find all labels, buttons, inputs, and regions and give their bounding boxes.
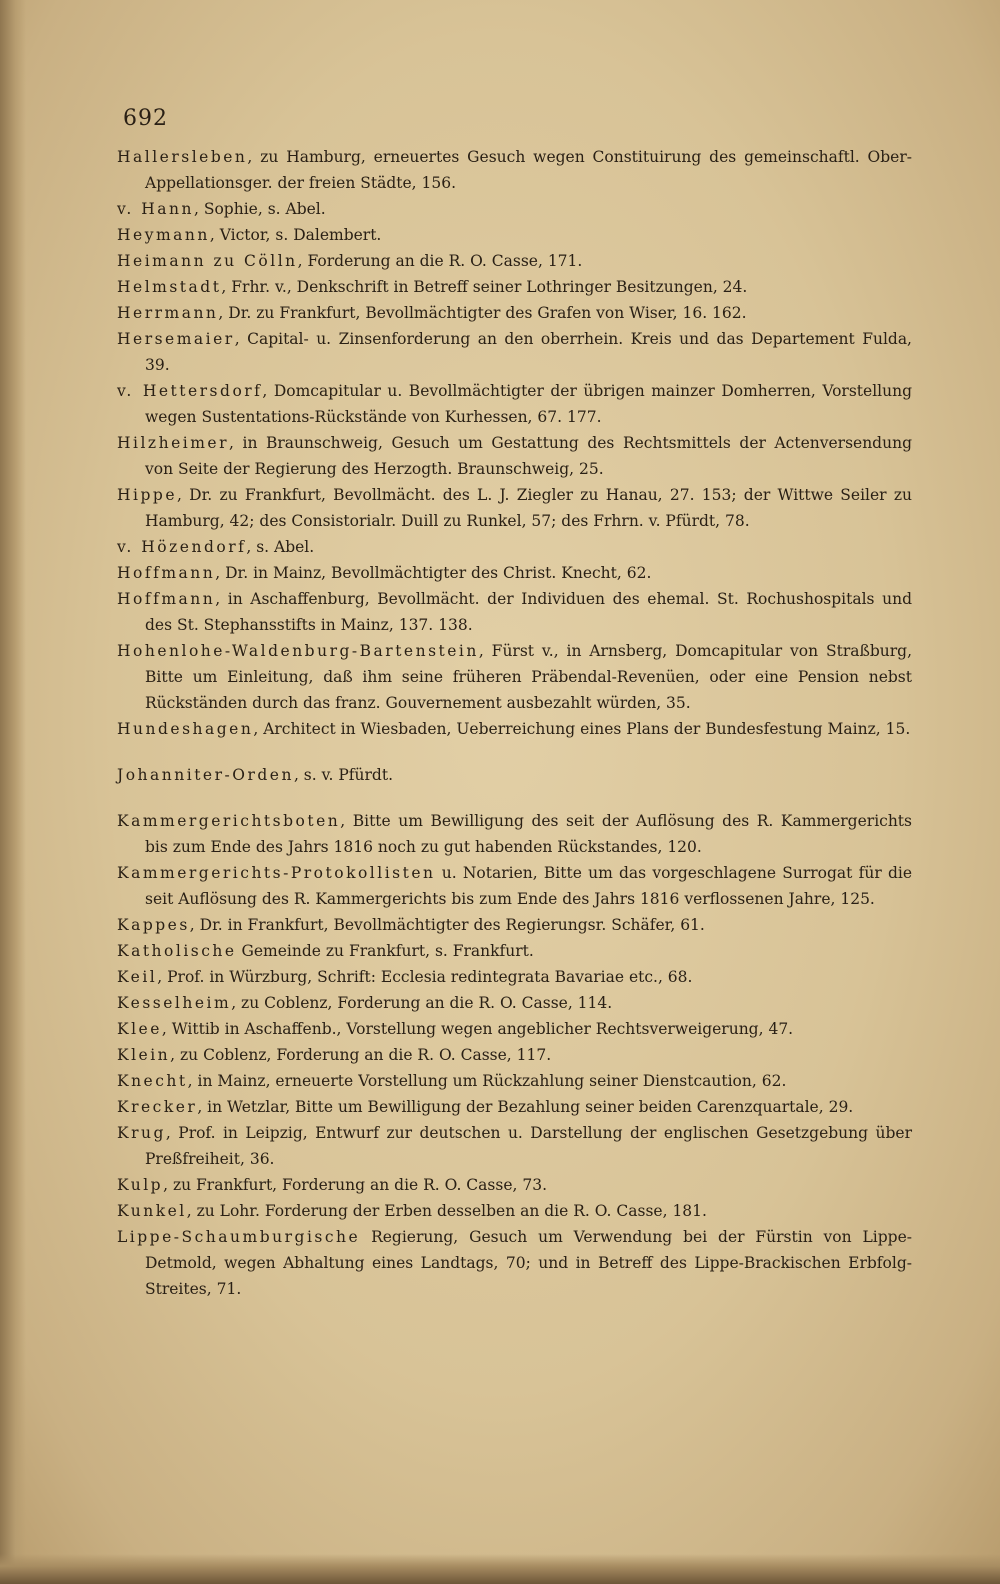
index-entry-heading: Kulp: [117, 1176, 164, 1194]
index-entry: [117, 196, 912, 222]
index-entry-text: , Dr. zu Frankfurt, Bevollmächt. des L. J. Ziegler zu Hanau, 27. 153; der Wittwe Seiler zu Hamburg, 42; des Consistorialr. Duill zu Runkel, 57; des Frhrn. v. Pfürdt, 78.: [145, 486, 912, 530]
index-entry-text: , in Braunschweig, Gesuch um Gestattung des Rechtsmittels der Actenversendung von Seite der Regierung des Herzogth. Braunschweig, 25.: [145, 434, 912, 478]
index-entry: [117, 1120, 912, 1172]
index-text-block: [117, 104, 912, 1302]
index-entry-heading: v. Hettersdorf: [117, 382, 263, 400]
index-entry-heading: Hundeshagen: [117, 720, 254, 738]
index-entry-heading: Katholische: [117, 942, 237, 960]
index-entry: [117, 716, 912, 742]
index-entry: [117, 912, 912, 938]
index-entry: [117, 762, 912, 788]
index-entry-text: , zu Hamburg, erneuertes Gesuch wegen Constituirung des gemeinschaftl. Ober-Appellationsger. der freien Städte, 156.: [145, 148, 912, 192]
index-entry-heading: Heymann: [117, 226, 210, 244]
index-entry-heading: v. Hann: [117, 200, 194, 218]
index-entry: [117, 586, 912, 638]
index-entry-heading: Kunkel: [117, 1202, 187, 1220]
index-entry-heading: Keil: [117, 968, 158, 986]
index-section-l: [117, 1224, 912, 1302]
index-entry: [117, 1172, 912, 1198]
index-entry-heading: Hoffmann: [117, 590, 216, 608]
index-entry-text: , Fürst v., in Arnsberg, Domcapitular von Straßburg, Bitte um Einleitung, daß ihm seine früheren Präbendal-Revenüen, oder eine Pension nebst Rückständen durch das franz. Gouvernement ausbezahlt würden, 35.: [145, 642, 912, 712]
index-entry-text: , Prof. in Würzburg, Schrift: Ecclesia redintegrata Bavariae etc., 68.: [157, 968, 693, 986]
index-entry-text: , Victor, s. Dalembert.: [209, 226, 382, 244]
index-entry: [117, 534, 912, 560]
index-entry-heading: Heimann zu Cölln: [117, 252, 298, 270]
index-entry-heading: Johanniter-Orden: [117, 766, 294, 784]
index-entry-text: , s. Abel.: [246, 538, 315, 556]
index-entry: [117, 1198, 912, 1224]
index-entry: [117, 1042, 912, 1068]
index-entry: [117, 1094, 912, 1120]
index-entry-text: , Sophie, s. Abel.: [194, 200, 326, 218]
index-section-h: [117, 144, 912, 742]
index-entry-heading: Kammergerichtsboten: [117, 812, 341, 830]
index-entry-text: , Frhr. v., Denkschrift in Betreff seiner Lothringer Besitzungen, 24.: [221, 278, 748, 296]
index-entry-text: , Forderung an die R. O. Casse, 171.: [297, 252, 583, 270]
index-entry: [117, 990, 912, 1016]
index-entry-text: , zu Coblenz, Forderung an die R. O. Casse, 114.: [231, 994, 613, 1012]
index-entry-heading: Hoffmann: [117, 564, 216, 582]
index-entry-text: u. Notarien, Bitte um das vorgeschlagene Surrogat für die seit Auflösung des R. Kammergerichts bis zum Ende des Jahrs 1816 verflossenen Jahre, 125.: [145, 864, 912, 908]
index-entry-text: , Dr. in Frankfurt, Bevollmächtigter des Regierungsr. Schäfer, 61.: [189, 916, 705, 934]
index-entry: [117, 560, 912, 586]
index-entry-text: , in Mainz, erneuerte Vorstellung um Rückzahlung seiner Dienstcaution, 62.: [187, 1072, 787, 1090]
index-entry-text: , Wittib in Aschaffenb., Vorstellung wegen angeblicher Rechtsverweigerung, 47.: [161, 1020, 794, 1038]
index-entry-text: , in Aschaffenburg, Bevollmächt. der Individuen des ehemal. St. Rochushospitals und des St. Stephansstifts in Mainz, 137. 138.: [145, 590, 912, 634]
index-section-j: [117, 762, 912, 788]
index-entry-text: , Dr. zu Frankfurt, Bevollmächtigter des Grafen von Wiser, 16. 162.: [218, 304, 747, 322]
index-entry-heading: Hilzheimer: [117, 434, 229, 452]
index-entry: [117, 248, 912, 274]
index-entry: [117, 482, 912, 534]
index-entry: [117, 964, 912, 990]
index-entry-heading: Hohenlohe-Waldenburg-Bartenstein: [117, 642, 479, 660]
index-entry: [117, 378, 912, 430]
index-entry-text: , Bitte um Bewilligung des seit der Auflösung des R. Kammergerichts bis zum Ende des Jahrs 1816 noch zu gut habenden Rückstandes, 120.: [145, 812, 912, 856]
index-entry: [117, 808, 912, 860]
index-entry-heading: Herrmann: [117, 304, 219, 322]
index-entry-text: , Prof. in Leipzig, Entwurf zur deutschen u. Darstellung der englischen Gesetzgebung über Preßfreiheit, 36.: [145, 1124, 912, 1168]
index-entry-heading: Lippe-Schaumburgische: [117, 1228, 361, 1246]
index-entry-text: , in Wetzlar, Bitte um Bewilligung der Bezahlung seiner beiden Carenzquartale, 29.: [197, 1098, 854, 1116]
index-entry-text: , zu Lohr. Forderung der Erben desselben an die R. O. Casse, 181.: [186, 1202, 707, 1220]
index-entry-text: , Capital- u. Zinsenforderung an den oberrhein. Kreis und das Departement Fulda, 39.: [145, 330, 912, 374]
index-entry-heading: Hippe: [117, 486, 177, 504]
index-entry-text: , zu Frankfurt, Forderung an die R. O. Casse, 73.: [163, 1176, 547, 1194]
index-entry: [117, 1016, 912, 1042]
index-entry: [117, 222, 912, 248]
index-entry-text: Regierung, Gesuch um Verwendung bei der Fürstin von Lippe-Detmold, wegen Abhaltung eines Landtags, 70; und in Betreff des Lippe-Brackischen Erbfolg-Streites, 71.: [145, 1228, 912, 1298]
index-entry: [117, 274, 912, 300]
index-entry: [117, 326, 912, 378]
index-entry-heading: v. Hözendorf: [117, 538, 247, 556]
page-number: 692: [123, 106, 168, 131]
index-entry-heading: Kappes: [117, 916, 190, 934]
index-entry-heading: Helmstadt: [117, 278, 222, 296]
index-entry-heading: Krug: [117, 1124, 166, 1142]
index-entry-heading: Hersemaier: [117, 330, 235, 348]
index-entry-heading: Klee: [117, 1020, 162, 1038]
index-entry-text: , Domcapitular u. Bevollmächtigter der übrigen mainzer Domherren, Vorstellung wegen Sustentations-Rückstände von Kurhessen, 67. 177.: [145, 382, 912, 426]
index-entry: [117, 1224, 912, 1302]
section-gap: [117, 742, 912, 762]
index-entry: [117, 300, 912, 326]
index-entry-text: , s. v. Pfürdt.: [293, 766, 394, 784]
index-entry-heading: Klein: [117, 1046, 171, 1064]
index-entry-text: Gemeinde zu Frankfurt, s. Frankfurt.: [236, 942, 534, 960]
index-entry-text: , zu Coblenz, Forderung an die R. O. Casse, 117.: [170, 1046, 552, 1064]
index-entry: [117, 144, 912, 196]
index-entry-text: , Dr. in Mainz, Bevollmächtigter des Christ. Knecht, 62.: [215, 564, 652, 582]
index-entry: [117, 860, 912, 912]
index-entry: [117, 430, 912, 482]
index-entry-heading: Kesselheim: [117, 994, 232, 1012]
index-entry-heading: Hallersleben: [117, 148, 248, 166]
section-gap: [117, 788, 912, 808]
index-entry-heading: Krecker: [117, 1098, 198, 1116]
index-entry-text: , Architect in Wiesbaden, Ueberreichung eines Plans der Bundesfestung Mainz, 15.: [253, 720, 911, 738]
index-entry: [117, 938, 912, 964]
index-entry: [117, 1068, 912, 1094]
index-entry-heading: Kammergerichts-Protokollisten: [117, 864, 436, 882]
index-section-k: [117, 808, 912, 1224]
index-entry: [117, 638, 912, 716]
index-entry-heading: Knecht: [117, 1072, 188, 1090]
